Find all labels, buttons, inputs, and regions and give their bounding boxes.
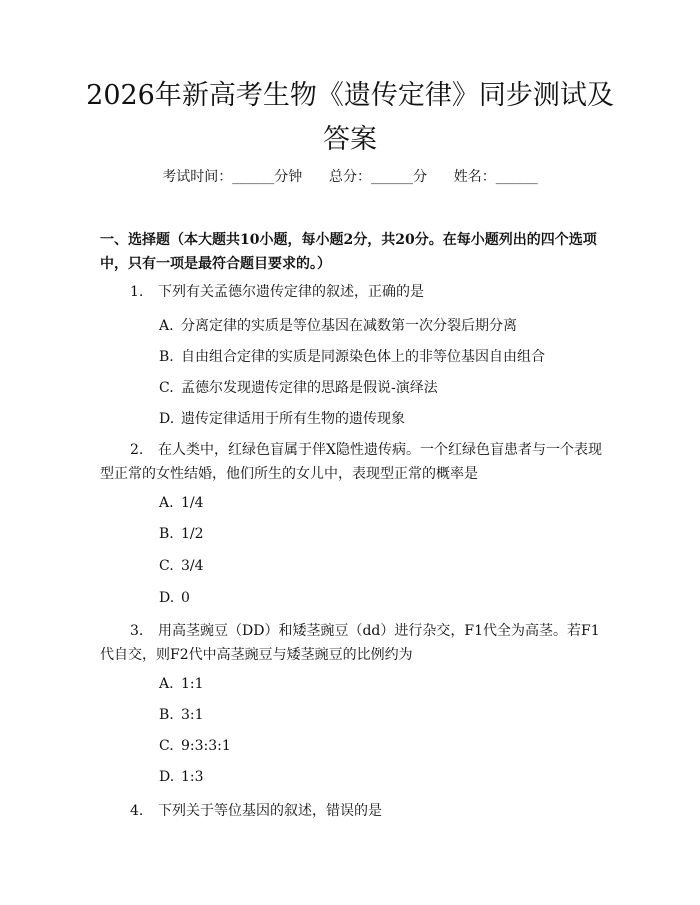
question-4-stem	[100, 799, 605, 823]
option-letter: D.	[159, 590, 175, 606]
option-text: 3/4	[181, 558, 204, 574]
question-3-option-d	[159, 769, 204, 785]
question-1-option-d	[159, 408, 405, 428]
question-3-option-b	[159, 707, 204, 723]
option-text: 9:3:3:1	[181, 738, 231, 754]
exam-info-line: 考试时间：______分钟 总分：______分 姓名：______	[162, 169, 538, 185]
option-letter: C.	[159, 738, 174, 754]
question-2-option-b	[159, 526, 204, 542]
question-text: 在人类中，红绿色盲属于伴X隐性遗传病。一个红绿色盲患者与一个表现型正常的女性结婚，他们所生的女儿中，表现型正常的概率是	[100, 442, 602, 482]
question-3-stem	[100, 619, 605, 667]
option-text: 1/2	[181, 526, 204, 542]
option-text: 1:1	[181, 676, 204, 692]
question-1-option-c	[159, 377, 438, 397]
question-text: 下列有关孟德尔遗传定律的叙述，正确的是	[158, 284, 424, 300]
question-3-option-a	[159, 676, 204, 692]
document-title: 2026年新高考生物《遗传定律》同步测试及答案	[86, 80, 614, 155]
option-text: 1:3	[181, 769, 204, 785]
question-2-stem	[100, 438, 605, 486]
option-letter: A.	[159, 495, 174, 511]
option-text: 分离定律的实质是等位基因在减数第一次分裂后期分离	[181, 318, 517, 334]
option-letter: A.	[159, 676, 174, 692]
question-1-stem	[100, 280, 605, 304]
option-letter: C.	[159, 380, 174, 396]
question-1-option-a	[159, 315, 517, 335]
option-text: 3:1	[181, 707, 204, 723]
option-letter: B.	[159, 526, 174, 542]
question-text: 用高茎豌豆（DD）和矮茎豌豆（dd）进行杂交，F1代全为高茎。若F1代自交，则F2代中高茎豌豆与矮茎豌豆的比例约为	[100, 623, 600, 663]
question-1-option-b	[159, 346, 545, 366]
option-letter: C.	[159, 558, 174, 574]
question-number: 1.	[130, 284, 144, 300]
option-text: 自由组合定律的实质是同源染色体上的非等位基因自由组合	[181, 349, 545, 365]
option-text: 0	[181, 590, 190, 606]
question-3-option-c	[159, 738, 231, 754]
option-text: 1/4	[181, 495, 204, 511]
question-2-option-d	[159, 590, 190, 606]
question-text: 下列关于等位基因的叙述，错误的是	[158, 803, 382, 819]
option-letter: B.	[159, 707, 174, 723]
option-text: 遗传定律适用于所有生物的遗传现象	[181, 411, 405, 427]
option-letter: D.	[159, 411, 175, 427]
option-text: 孟德尔发现遗传定律的思路是假说-演绎法	[181, 380, 438, 396]
question-number: 2.	[130, 442, 144, 458]
option-letter: B.	[159, 349, 174, 365]
option-letter: A.	[159, 318, 174, 334]
question-2-option-c	[159, 558, 204, 574]
question-number: 4.	[130, 803, 144, 819]
section-heading: 一、选择题（本大题共10小题，每小题2分，共20分。在每小题列出的四个选项中，只有一项是最符合题目要求的。）	[100, 232, 597, 272]
question-number: 3.	[130, 623, 144, 639]
question-2-option-a	[159, 495, 204, 511]
option-letter: D.	[159, 769, 175, 785]
